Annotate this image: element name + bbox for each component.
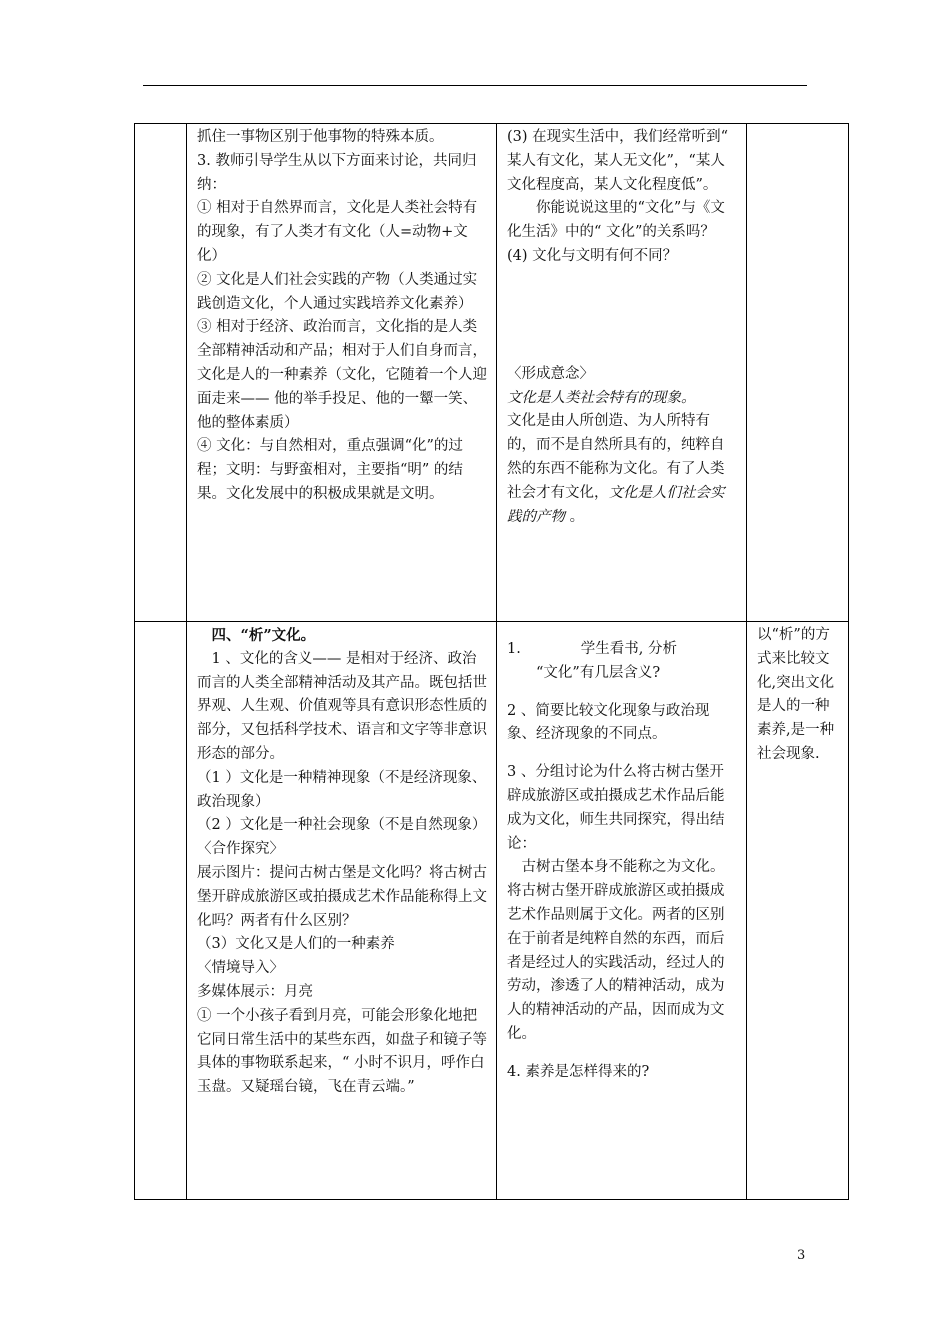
question-3: (3) 在现实生活中，我们经常听到“ 某人有文化，某人无文化”，“某人文化程度高，某人文化程度低”。 (507, 129, 729, 193)
table-row (135, 124, 849, 622)
definition: 1 、文化的含义—— 是相对于经济、政治而言的人类全部精神活动及其产品。既包括世界观、人生观、价值观等具有意识形态性质的部分，又包括科学技术、语言和文字等非意识形态的部分。 (197, 650, 487, 762)
activity-1-number: 1. (507, 641, 521, 657)
activity-3-conclusion: 古树古堡本身不能称之为文化。将古树古堡开辟成旅游区或拍摄成艺术作品则属于文化。两者的区别在于前者是纯粹自然的东西，而后者是经过人的实践活动，经过人的劳动，渗透了人的精神活动，成为人的精神活动的产品，因而成为文化。 (507, 859, 725, 1042)
table-cell-empty (135, 622, 187, 1200)
paragraph: ④ 文化：与自然相对，重点强调“化”的过程；文明：与野蛮相对，主要指“明” 的结果。文化发展中的积极成果就是文明。 (197, 438, 463, 502)
spacer (507, 747, 738, 761)
question-3-follow: 你能说说这里的“文化”与《文化生活》中的“ 文化”的关系吗？ (507, 200, 725, 241)
table-cell-empty (135, 124, 187, 622)
activity-1-text: 学生看书, 分析 (580, 641, 677, 657)
point-2: （2 ）文化是一种社会现象（不是自然现象） (197, 817, 487, 834)
moon-example: ① 一个小孩子看到月亮，可能会形象化地把它同日常生活中的某些东西，如盘子和镜子等具体的事物联系起来，“ 小时不识月，呼作白玉盘。又疑瑶台镜，飞在青云端。” (197, 1007, 487, 1096)
spacer (507, 624, 738, 638)
form-idea-body: 文化是由人所创造、为人所特有的，而不是自然所具有的，纯粹自然的东西不能称为文化。有了人类社会才有文化， (507, 413, 725, 501)
activity-1-line2: “文化”有几层含义? (536, 664, 661, 681)
form-idea-label: 〈形成意念〉 (507, 365, 594, 382)
design-intent-cell (747, 622, 849, 1200)
form-idea-text: 文化是由人所创造、为人所特有的，而不是自然所具有的，纯粹自然的东西不能称为文化。有了人类社会才有文化，文化是人们社会实践的产物 。 (507, 413, 725, 525)
point-3: （3）文化又是人们的一种素养 (197, 936, 395, 953)
paragraph: ③ 相对于经济、政治而言，文化指的是人类全部精神活动和产品；相对于人们自身而言，文化是人的一种素养（文化，它随着一个人迎面走来—— 他的举手投足、他的一颦一笑、他的整体素质） (197, 319, 487, 431)
teacher-activity-cell (187, 124, 497, 622)
paragraph: 3. 教师引导学生从以下方面来讨论，共同归纳： (197, 152, 477, 193)
paragraph: ① 相对于自然界而言，文化是人类社会特有的现象，有了人类才有文化（人=动物+文化） (197, 200, 478, 264)
spacer (507, 1047, 738, 1061)
page-number: 3 (797, 1248, 806, 1263)
paragraph: ② 文化是人们社会实践的产物（人类通过实践创造文化，个人通过实践培养文化素养） (197, 271, 478, 312)
cooperation-label: 〈合作探究〉 (197, 841, 284, 858)
section-heading: 四、“析”文化。 (211, 627, 316, 644)
spacer (507, 686, 738, 700)
lesson-plan-table (134, 123, 849, 1200)
teacher-activity-cell (187, 622, 497, 1200)
spacer (507, 269, 738, 363)
form-idea-emphasis: 文化是人类社会特有的现象。 (507, 389, 696, 406)
table-cell-empty (747, 124, 849, 622)
activity-1 (507, 638, 738, 662)
situation-label: 〈情境导入〉 (197, 960, 284, 977)
form-idea-emphasis-2: 文化是人们社会实践的产物 (507, 484, 725, 525)
question-4: (4) 文化与文明有何不同？ (507, 247, 678, 264)
header-rule (143, 85, 807, 86)
activity-2: 2 、简要比较文化现象与政治现象、经济现象的不同点。 (507, 702, 710, 743)
table-row (135, 622, 849, 1200)
design-intent-text: 以“析”的方式来比较文化,突出文化是人的一种素养,是一种社会现象. (757, 627, 835, 762)
paragraph: 抓住一事物区别于他事物的特殊本质。 (197, 129, 444, 145)
show-pictures: 展示图片：提问古树古堡是文化吗？将古树古堡开辟成旅游区或拍摄成艺术作品能称得上文化吗？两者有什么区别？ (197, 864, 487, 929)
activity-4: 4. 素养是怎样得来的? (507, 1063, 650, 1080)
activity-3: 3 、分组讨论为什么将古树古堡开辟成旅游区或拍摄成艺术作品后能成为文化，师生共同探究，得出结论： (507, 764, 725, 852)
media-display: 多媒体展示：月亮 (197, 983, 313, 1000)
point-1: （1 ）文化是一种精神现象（不是经济现象、政治现象） (197, 769, 487, 810)
student-activity-cell (497, 124, 747, 622)
student-activity-cell (497, 622, 747, 1200)
